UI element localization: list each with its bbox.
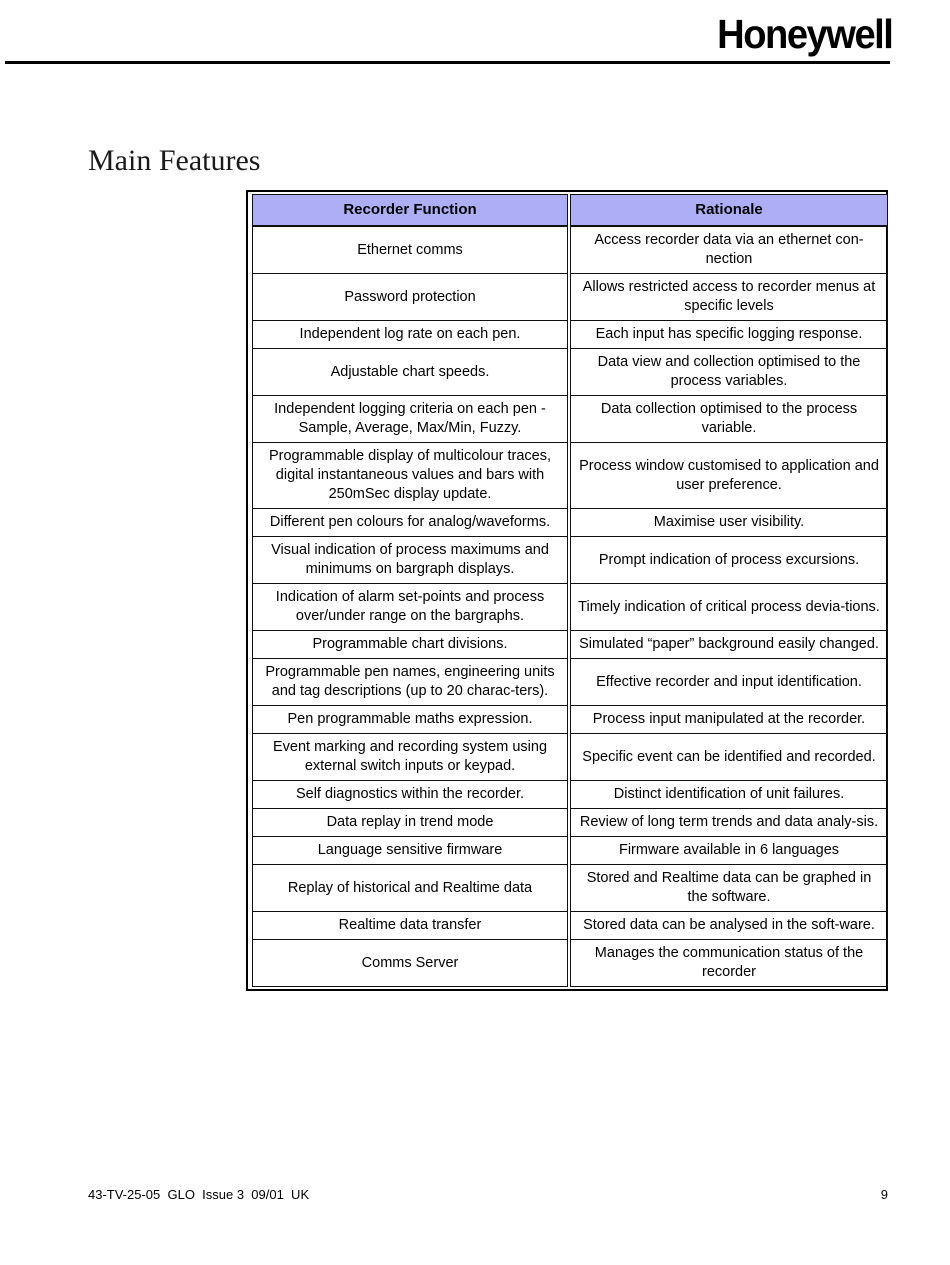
cell-rationale: Access recorder data via an ethernet con-nection (570, 226, 888, 274)
cell-recorder-function: Indication of alarm set-points and process over/under range on the bargraphs. (252, 584, 568, 631)
cell-rationale: Process input manipulated at the recorder. (570, 706, 888, 734)
footer-document-id: 43-TV-25-05 GLO Issue 3 09/01 UK (88, 1187, 310, 1202)
table-row (252, 321, 888, 349)
cell-recorder-function: Replay of historical and Realtime data (252, 865, 568, 912)
cell-recorder-function: Programmable chart divisions. (252, 631, 568, 659)
cell-rationale: Allows restricted access to recorder menus at specific levels (570, 274, 888, 321)
table-row (252, 584, 888, 631)
cell-recorder-function: Comms Server (252, 940, 568, 987)
features-table-body (252, 226, 888, 987)
table-row (252, 509, 888, 537)
cell-rationale: Data collection optimised to the process variable. (570, 396, 888, 443)
cell-recorder-function: Self diagnostics within the recorder. (252, 781, 568, 809)
table-row (252, 537, 888, 584)
cell-recorder-function: Different pen colours for analog/waveforms. (252, 509, 568, 537)
cell-rationale: Specific event can be identified and recorded. (570, 734, 888, 781)
table-row (252, 274, 888, 321)
table-row (252, 837, 888, 865)
table-row (252, 734, 888, 781)
cell-rationale: Data view and collection optimised to the process variables. (570, 349, 888, 396)
table-row (252, 396, 888, 443)
table-row (252, 226, 888, 274)
cell-recorder-function: Ethernet comms (252, 226, 568, 274)
table-row (252, 631, 888, 659)
cell-rationale: Maximise user visibility. (570, 509, 888, 537)
cell-recorder-function: Programmable display of multicolour traces, digital instantaneous values and bars with 250mSec display update. (252, 443, 568, 509)
table-row (252, 865, 888, 912)
cell-recorder-function: Data replay in trend mode (252, 809, 568, 837)
table-row (252, 349, 888, 396)
cell-recorder-function: Independent logging criteria on each pen - Sample, Average, Max/Min, Fuzzy. (252, 396, 568, 443)
cell-rationale: Stored data can be analysed in the soft-ware. (570, 912, 888, 940)
table-row (252, 809, 888, 837)
page-footer (0, 1186, 950, 1210)
table-row (252, 659, 888, 706)
cell-rationale: Timely indication of critical process devia-tions. (570, 584, 888, 631)
column-header-recorder-function: Recorder Function (252, 194, 568, 226)
features-table (250, 194, 890, 987)
features-table-frame (246, 190, 888, 991)
cell-recorder-function: Visual indication of process maximums and minimums on bargraph displays. (252, 537, 568, 584)
honeywell-logo: Honeywell (716, 11, 892, 57)
cell-rationale: Effective recorder and input identification. (570, 659, 888, 706)
cell-rationale: Each input has specific logging response. (570, 321, 888, 349)
cell-recorder-function: Programmable pen names, engineering units and tag descriptions (up to 20 charac-ters). (252, 659, 568, 706)
cell-recorder-function: Password protection (252, 274, 568, 321)
table-row (252, 706, 888, 734)
cell-rationale: Review of long term trends and data analy-sis. (570, 809, 888, 837)
footer-page-number: 9 (880, 1187, 888, 1202)
cell-recorder-function: Language sensitive firmware (252, 837, 568, 865)
cell-rationale: Manages the communication status of the recorder (570, 940, 888, 987)
cell-recorder-function: Independent log rate on each pen. (252, 321, 568, 349)
table-row (252, 443, 888, 509)
cell-rationale: Stored and Realtime data can be graphed in the software. (570, 865, 888, 912)
cell-recorder-function: Pen programmable maths expression. (252, 706, 568, 734)
cell-recorder-function: Event marking and recording system using external switch inputs or keypad. (252, 734, 568, 781)
cell-rationale: Prompt indication of process excursions. (570, 537, 888, 584)
table-row (252, 940, 888, 987)
cell-recorder-function: Realtime data transfer (252, 912, 568, 940)
header-divider-rule (5, 61, 890, 64)
table-row (252, 912, 888, 940)
cell-rationale: Process window customised to application and user preference. (570, 443, 888, 509)
cell-rationale: Simulated “paper” background easily changed. (570, 631, 888, 659)
page-title: Main Features (88, 144, 261, 178)
column-header-rationale: Rationale (570, 194, 888, 226)
cell-rationale: Firmware available in 6 languages (570, 837, 888, 865)
table-header-row (252, 194, 888, 226)
cell-rationale: Distinct identification of unit failures. (570, 781, 888, 809)
brand-header (0, 0, 950, 70)
table-row (252, 781, 888, 809)
cell-recorder-function: Adjustable chart speeds. (252, 349, 568, 396)
